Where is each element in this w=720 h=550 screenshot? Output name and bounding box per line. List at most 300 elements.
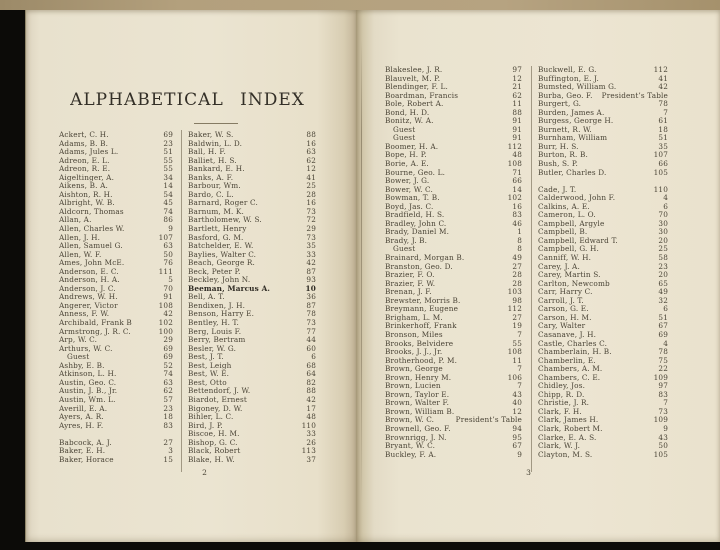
entry-page-ref: 12 bbox=[306, 164, 316, 174]
entry-page-ref: 16 bbox=[512, 201, 522, 211]
entry-page-ref: 110 bbox=[301, 420, 316, 430]
entry-page-ref: 102 bbox=[158, 318, 173, 328]
entry-name: Ayres, H. F. bbox=[59, 420, 104, 430]
entry-page-ref: 88 bbox=[306, 386, 316, 396]
entry-page-ref: 16 bbox=[306, 138, 316, 148]
index-entry bbox=[59, 422, 173, 431]
entry-name: Clark, Robert M. bbox=[538, 423, 603, 433]
entry-name: Basford, G. M. bbox=[188, 232, 244, 242]
entry-page-ref: 106 bbox=[507, 372, 522, 382]
entry-name: Carroll, J. T. bbox=[538, 295, 584, 305]
entry-page-ref: 69 bbox=[163, 343, 173, 353]
entry-name: Blauvelt, M. P. bbox=[385, 73, 441, 83]
entry-name: Brewster, Morris B. bbox=[385, 295, 461, 305]
entry-page-ref: 27 bbox=[512, 261, 522, 271]
entry-name: Barbour, Wm. bbox=[188, 181, 241, 191]
entry-page-ref: 23 bbox=[658, 261, 668, 271]
entry-page-ref: 27 bbox=[512, 312, 522, 322]
entry-page-ref: 110 bbox=[653, 184, 668, 194]
entry-page-ref: 7 bbox=[663, 398, 668, 408]
entry-page-ref: 6 bbox=[663, 201, 668, 211]
entry-page-ref: 29 bbox=[163, 335, 173, 345]
entry-name: Brooks, Belvidere bbox=[385, 338, 454, 348]
entry-name: Bird, J. P. bbox=[188, 420, 223, 430]
entry-page-ref: 67 bbox=[512, 441, 522, 451]
entry-name: Brownrigg, J. N. bbox=[385, 432, 447, 442]
entry-page-ref: 48 bbox=[512, 150, 522, 160]
entry-name: Chipp, R. D. bbox=[538, 389, 585, 399]
entry-name: Anderson, J. C. bbox=[59, 283, 116, 293]
entry-name: Campbell, Argyle bbox=[538, 218, 605, 228]
entry-page-ref: 7 bbox=[517, 364, 522, 374]
entry-name: Brown, Taylor E. bbox=[385, 389, 450, 399]
entry-page-ref: 48 bbox=[306, 412, 316, 422]
right-page-column-2 bbox=[538, 66, 668, 459]
entry-page-ref: 20 bbox=[658, 270, 668, 280]
entry-page-ref: 50 bbox=[163, 249, 173, 259]
entry-name: Ayers, A. R. bbox=[59, 412, 104, 422]
entry-name: Burgert, G. bbox=[538, 99, 582, 109]
entry-page-ref: 37 bbox=[306, 454, 316, 464]
entry-page-ref: 73 bbox=[306, 206, 316, 216]
entry-name: Burgess, George H. bbox=[538, 116, 614, 126]
entry-name: Bower, J. G. bbox=[385, 176, 430, 186]
entry-name: Canniff, W. H. bbox=[538, 253, 592, 263]
entry-page-ref: 112 bbox=[653, 65, 668, 74]
entry-page-ref: 112 bbox=[507, 141, 522, 151]
entry-page-ref: 9 bbox=[663, 423, 668, 433]
entry-name: Brown, W. C. bbox=[385, 415, 435, 425]
title-rule bbox=[194, 123, 238, 124]
right-page-column-1 bbox=[385, 66, 522, 459]
entry-name: Burnett, R. W. bbox=[538, 124, 592, 134]
entry-name: Black, Robert bbox=[188, 446, 241, 456]
entry-page-ref: 63 bbox=[163, 377, 173, 387]
entry-page-ref: 8 bbox=[517, 244, 522, 254]
entry-name: Carlton, Newcomb bbox=[538, 278, 610, 288]
entry-page-ref: 105 bbox=[653, 449, 668, 459]
entry-name: Averill, E. A. bbox=[59, 403, 108, 413]
entry-page-ref: President’s Table bbox=[455, 415, 522, 425]
entry-name: Brown, George bbox=[385, 364, 443, 374]
entry-page-ref: 25 bbox=[658, 244, 668, 254]
entry-name: Bell, A. T. bbox=[188, 292, 225, 302]
entry-name: Bope, H. P. bbox=[385, 150, 427, 160]
entry-name: Brown, Walter F. bbox=[385, 398, 450, 408]
entry-page-ref: 49 bbox=[512, 253, 522, 263]
entry-page-ref: 55 bbox=[163, 164, 173, 174]
entry-name: Brooks, J. J., Jr. bbox=[385, 347, 443, 357]
entry-page-ref: 23 bbox=[163, 403, 173, 413]
entry-page-ref: 18 bbox=[163, 412, 173, 422]
entry-page-ref: 4 bbox=[663, 193, 668, 203]
entry-page-ref: 27 bbox=[163, 437, 173, 447]
entry-name: Blakeslee, J. R. bbox=[385, 65, 443, 74]
entry-name: Albright, W. B. bbox=[59, 198, 115, 208]
entry-name: Breymann, Eugene bbox=[385, 304, 459, 314]
entry-page-ref: 111 bbox=[158, 266, 173, 276]
entry-page-ref: 68 bbox=[306, 360, 316, 370]
entry-page-ref: 97 bbox=[512, 65, 522, 74]
entry-name: Carey, J. A. bbox=[538, 261, 580, 271]
entry-name: Guest bbox=[67, 352, 90, 362]
entry-name: Brady, J. B. bbox=[385, 235, 428, 245]
entry-page-ref: 112 bbox=[507, 304, 522, 314]
entry-page-ref: 62 bbox=[163, 386, 173, 396]
entry-name: Brigham, L. M. bbox=[385, 312, 443, 322]
entry-name: Burton, R. B. bbox=[538, 150, 588, 160]
entry-name: Arthurs, W. C. bbox=[59, 343, 113, 353]
entry-name: Allen, Charles W. bbox=[59, 224, 125, 234]
entry-page-ref: 43 bbox=[658, 432, 668, 442]
entry-name: Guest bbox=[393, 124, 416, 134]
entry-page-ref: 23 bbox=[163, 138, 173, 148]
table-surface bbox=[0, 0, 720, 10]
entry-page-ref: 35 bbox=[658, 141, 668, 151]
entry-page-ref: 91 bbox=[512, 116, 522, 126]
left-page-column-1 bbox=[59, 131, 173, 464]
entry-page-ref: 42 bbox=[306, 258, 316, 268]
entry-page-ref: 55 bbox=[163, 155, 173, 165]
entry-name: Boomer, H. A. bbox=[385, 141, 439, 151]
entry-page-ref: 35 bbox=[306, 241, 316, 251]
entry-name: Buffington, E. J. bbox=[538, 73, 600, 83]
entry-page-ref: 73 bbox=[306, 318, 316, 328]
entry-name: Brazier, F. W. bbox=[385, 278, 436, 288]
entry-page-ref: 15 bbox=[163, 454, 173, 464]
entry-page-ref: 69 bbox=[658, 329, 668, 339]
entry-name: Adreon, E. L. bbox=[59, 155, 110, 165]
entry-page-ref: 30 bbox=[658, 227, 668, 237]
entry-page-ref: 97 bbox=[658, 381, 668, 391]
entry-page-ref: 77 bbox=[306, 326, 316, 336]
entry-page-ref: 78 bbox=[658, 347, 668, 357]
entry-name: Berg, Louis F. bbox=[188, 326, 242, 336]
entry-page-ref: 72 bbox=[306, 215, 316, 225]
entry-page-ref: 113 bbox=[301, 446, 316, 456]
entry-name: Bettendorf, J. W. bbox=[188, 386, 251, 396]
entry-name: Aigeltinger, A. bbox=[59, 172, 115, 182]
entry-name: Armstrong, J. R. C. bbox=[59, 326, 131, 336]
entry-name: Anness, F. W. bbox=[59, 309, 110, 319]
entry-name: Beach, George R. bbox=[188, 258, 256, 268]
entry-page-ref: 57 bbox=[163, 394, 173, 404]
entry-name: Allen, W. F. bbox=[59, 249, 102, 259]
entry-page-ref: 78 bbox=[658, 99, 668, 109]
entry-name: Bankard, E. H. bbox=[188, 164, 245, 174]
entry-name: Clayton, M. S. bbox=[538, 449, 593, 459]
entry-page-ref: 19 bbox=[512, 321, 522, 331]
entry-name: Buckley, F. A. bbox=[385, 449, 437, 459]
entry-page-ref: 93 bbox=[306, 275, 316, 285]
entry-page-ref: 51 bbox=[658, 312, 668, 322]
entry-name: Adreon, R. E. bbox=[59, 164, 111, 174]
entry-page-ref: 98 bbox=[512, 295, 522, 305]
entry-page-ref: 65 bbox=[658, 278, 668, 288]
entry-name: Brainard, Morgan B. bbox=[385, 253, 465, 263]
entry-page-ref: 42 bbox=[306, 394, 316, 404]
entry-name: Clark, James H. bbox=[538, 415, 599, 425]
entry-page-ref: 51 bbox=[658, 133, 668, 143]
entry-name: Brown, Henry M. bbox=[385, 372, 452, 382]
index-entry bbox=[538, 451, 668, 460]
entry-name: Austin, Geo. C. bbox=[59, 377, 117, 387]
entry-name: Bourne, Geo. L. bbox=[385, 167, 446, 177]
entry-page-ref: 82 bbox=[306, 377, 316, 387]
entry-page-ref: 63 bbox=[163, 241, 173, 251]
entry-name: Calderwood, John F. bbox=[538, 193, 616, 203]
entry-name: Allen, Samuel G. bbox=[59, 241, 123, 251]
entry-name: Baker, W. S. bbox=[188, 130, 234, 139]
entry-name: Andrews, W. H. bbox=[59, 292, 118, 302]
entry-name: Burden, James A. bbox=[538, 107, 605, 117]
index-entry bbox=[385, 451, 522, 460]
entry-name: Biscoe, H. M. bbox=[188, 429, 240, 439]
entry-name: Cameron, L. O. bbox=[538, 210, 596, 220]
entry-name: Anderson, E. C. bbox=[59, 266, 119, 276]
entry-name: Boyd, Jas. C. bbox=[385, 201, 434, 211]
entry-page-ref: 7 bbox=[517, 329, 522, 339]
entry-name: Brady, Daniel M. bbox=[385, 227, 450, 237]
entry-page-ref: 109 bbox=[653, 372, 668, 382]
entry-page-ref: 60 bbox=[306, 343, 316, 353]
entry-name: Bartholomew, W. S. bbox=[188, 215, 262, 225]
entry-page-ref: 107 bbox=[653, 150, 668, 160]
entry-page-ref: 28 bbox=[512, 270, 522, 280]
entry-name: Ball, H. F. bbox=[188, 147, 226, 157]
entry-page-ref: 10 bbox=[305, 283, 316, 293]
entry-name: Bowman, T. B. bbox=[385, 193, 440, 203]
entry-page-ref: 34 bbox=[163, 172, 173, 182]
entry-name: Bumsted, William G. bbox=[538, 82, 617, 92]
entry-name: Aldcorn, Thomas bbox=[59, 206, 124, 216]
entry-page-ref: 62 bbox=[306, 155, 316, 165]
entry-page-ref: 69 bbox=[163, 352, 173, 362]
entry-page-ref: 107 bbox=[158, 232, 173, 242]
entry-name: Bishop, G. C. bbox=[188, 437, 238, 447]
entry-name: Carson, G. E. bbox=[538, 304, 589, 314]
entry-page-ref: 63 bbox=[306, 147, 316, 157]
entry-page-ref: 41 bbox=[306, 172, 316, 182]
entry-name: Bower, W. C. bbox=[385, 184, 433, 194]
entry-name: Archibald, Frank B bbox=[59, 318, 132, 328]
entry-name: Bigoney, D. W. bbox=[188, 403, 243, 413]
entry-page-ref: 76 bbox=[163, 258, 173, 268]
entry-name: Campbell, G. H. bbox=[538, 244, 599, 254]
entry-page-ref: 87 bbox=[306, 266, 316, 276]
entry-page-ref: 70 bbox=[163, 283, 173, 293]
entry-name: Brotherhood, P. M. bbox=[385, 355, 458, 365]
entry-page-ref: 70 bbox=[658, 210, 668, 220]
entry-name: Austin, J. B., Jr. bbox=[59, 386, 118, 396]
entry-name: Angerer, Victor bbox=[59, 300, 118, 310]
entry-name: Bush, S. P. bbox=[538, 159, 578, 169]
entry-name: Campbell, Edward T. bbox=[538, 235, 618, 245]
entry-page-ref: 71 bbox=[512, 167, 522, 177]
page-number-left: 2 bbox=[202, 468, 207, 477]
entry-name: Brazier, F. O. bbox=[385, 270, 435, 280]
entry-name: Cary, Walter bbox=[538, 321, 586, 331]
entry-page-ref: 3 bbox=[168, 446, 173, 456]
entry-page-ref: 12 bbox=[512, 73, 522, 83]
entry-name: Bole, Robert A. bbox=[385, 99, 444, 109]
entry-page-ref: 67 bbox=[658, 321, 668, 331]
entry-name: Adams, Jules L. bbox=[59, 147, 119, 157]
entry-page-ref: 14 bbox=[512, 184, 522, 194]
entry-page-ref: President’s Table bbox=[601, 90, 668, 100]
entry-name: Brinkerhoff, Frank bbox=[385, 321, 457, 331]
entry-name: Clark, W. J. bbox=[538, 441, 581, 451]
entry-page-ref: 28 bbox=[512, 278, 522, 288]
entry-name: Ashby, E. B. bbox=[59, 360, 105, 370]
entry-name: Guest bbox=[393, 133, 416, 143]
column-divider-right-page bbox=[531, 66, 532, 472]
entry-name: Bihler, L. C. bbox=[188, 412, 234, 422]
entry-page-ref: 26 bbox=[306, 437, 316, 447]
entry-name: Babcock, A. J. bbox=[59, 437, 112, 447]
entry-name: Baldwin, L. D. bbox=[188, 138, 243, 148]
entry-name: Allan, A. bbox=[59, 215, 92, 225]
entry-page-ref: 42 bbox=[163, 309, 173, 319]
entry-name: Beeman, Marcus A. bbox=[188, 283, 271, 293]
entry-page-ref: 95 bbox=[512, 432, 522, 442]
entry-page-ref: 8 bbox=[517, 235, 522, 245]
entry-name: Barnum, M. K. bbox=[188, 206, 244, 216]
entry-page-ref: 20 bbox=[658, 235, 668, 245]
entry-page-ref: 33 bbox=[306, 429, 316, 439]
entry-name: Best, W. E. bbox=[188, 369, 230, 379]
entry-page-ref: 11 bbox=[512, 355, 522, 365]
entry-page-ref: 74 bbox=[163, 206, 173, 216]
right-page bbox=[356, 10, 720, 542]
entry-name: Carson, H. M. bbox=[538, 312, 592, 322]
entry-page-ref: 58 bbox=[658, 253, 668, 263]
entry-name: Baylies, Walter C. bbox=[188, 249, 257, 259]
entry-name: Benson, Harry E. bbox=[188, 309, 255, 319]
entry-name: Arp, W. C. bbox=[59, 335, 98, 345]
entry-page-ref: 41 bbox=[658, 73, 668, 83]
entry-page-ref: 28 bbox=[306, 189, 316, 199]
entry-name: Austin, Wm. L. bbox=[59, 394, 116, 404]
entry-page-ref: 91 bbox=[163, 292, 173, 302]
entry-page-ref: 29 bbox=[306, 224, 316, 234]
entry-page-ref: 45 bbox=[163, 198, 173, 208]
index-entry bbox=[188, 456, 316, 465]
entry-page-ref: 86 bbox=[163, 215, 173, 225]
entry-page-ref: 9 bbox=[517, 449, 522, 459]
entry-page-ref: 83 bbox=[163, 420, 173, 430]
page-number-right: 3 bbox=[526, 468, 531, 477]
entry-name: Casanave, J. H. bbox=[538, 329, 597, 339]
entry-name: Aikens, B. A. bbox=[59, 181, 108, 191]
entry-page-ref: 108 bbox=[158, 300, 173, 310]
entry-page-ref: 108 bbox=[507, 347, 522, 357]
entry-name: Borie, A. E. bbox=[385, 159, 429, 169]
entry-name: Banks, A. F. bbox=[188, 172, 234, 182]
entry-page-ref: 40 bbox=[512, 398, 522, 408]
entry-page-ref: 87 bbox=[306, 300, 316, 310]
entry-page-ref: 36 bbox=[306, 292, 316, 302]
entry-page-ref: 17 bbox=[306, 403, 316, 413]
entry-name: Burba, Geo. F. bbox=[538, 90, 593, 100]
entry-page-ref: 25 bbox=[306, 181, 316, 191]
entry-page-ref: 74 bbox=[163, 369, 173, 379]
entry-page-ref: 73 bbox=[658, 406, 668, 416]
entry-page-ref: 66 bbox=[512, 176, 522, 186]
entry-page-ref: 103 bbox=[507, 287, 522, 297]
entry-page-ref: 11 bbox=[512, 99, 522, 109]
entry-page-ref: 51 bbox=[163, 147, 173, 157]
index-entry bbox=[59, 456, 173, 465]
entry-name: Bradfield, H. S. bbox=[385, 210, 445, 220]
entry-page-ref: 75 bbox=[658, 355, 668, 365]
left-page bbox=[25, 10, 357, 542]
entry-page-ref: 42 bbox=[658, 82, 668, 92]
entry-page-ref: 22 bbox=[658, 364, 668, 374]
entry-page-ref: 66 bbox=[658, 159, 668, 169]
entry-page-ref: 7 bbox=[517, 381, 522, 391]
entry-name: Bendixen, J. H. bbox=[188, 300, 246, 310]
entry-name: Cade, J. T. bbox=[538, 184, 577, 194]
entry-name: Best, Otto bbox=[188, 377, 227, 387]
entry-page-ref: 4 bbox=[663, 338, 668, 348]
entry-name: Bronson, Miles bbox=[385, 329, 443, 339]
entry-page-ref: 83 bbox=[658, 389, 668, 399]
entry-page-ref: 62 bbox=[512, 90, 522, 100]
entry-name: Clark, F. H. bbox=[538, 406, 582, 416]
entry-name: Biardot, Ernest bbox=[188, 394, 247, 404]
entry-name: Christie, J. R. bbox=[538, 398, 590, 408]
entry-page-ref: 100 bbox=[158, 326, 173, 336]
entry-page-ref: 14 bbox=[163, 181, 173, 191]
entry-page-ref: 94 bbox=[512, 423, 522, 433]
entry-name: Baker, Horace bbox=[59, 454, 114, 464]
entry-name: Brownell, Geo. F. bbox=[385, 423, 451, 433]
entry-name: Campbell, B. bbox=[538, 227, 588, 237]
entry-name: Calkins, A. E. bbox=[538, 201, 590, 211]
entry-name: Adams, B. B. bbox=[59, 138, 109, 148]
entry-page-ref: 88 bbox=[306, 130, 316, 139]
entry-page-ref: 102 bbox=[507, 193, 522, 203]
entry-name: Ackert, C. H. bbox=[59, 130, 109, 139]
entry-name: Baker, E. H. bbox=[59, 446, 106, 456]
entry-name: Atkinson, L. H. bbox=[59, 369, 117, 379]
entry-page-ref: 91 bbox=[512, 133, 522, 143]
entry-page-ref: 55 bbox=[512, 338, 522, 348]
entry-name: Chamberlain, H. B. bbox=[538, 347, 612, 357]
entry-name: Carey, Martin S. bbox=[538, 270, 601, 280]
entry-page-ref: 12 bbox=[512, 406, 522, 416]
entry-page-ref: 33 bbox=[306, 249, 316, 259]
entry-page-ref: 1 bbox=[517, 227, 522, 237]
entry-page-ref: 30 bbox=[658, 218, 668, 228]
entry-name: Branston, Geo. D. bbox=[385, 261, 453, 271]
entry-name: Anderson, H. A. bbox=[59, 275, 120, 285]
entry-name: Aishton, R. H. bbox=[59, 189, 113, 199]
entry-name: Besler, W. G. bbox=[188, 343, 237, 353]
entry-page-ref: 109 bbox=[653, 415, 668, 425]
entry-name: Batchelder, E. W. bbox=[188, 241, 254, 251]
entry-page-ref: 9 bbox=[168, 224, 173, 234]
entry-page-ref: 73 bbox=[306, 232, 316, 242]
entry-page-ref: 46 bbox=[512, 218, 522, 228]
entry-page-ref: 69 bbox=[163, 130, 173, 139]
entry-name: Best, Leigh bbox=[188, 360, 232, 370]
index-title: ALPHABETICAL INDEX bbox=[70, 90, 305, 110]
entry-name: Bentley, H. T. bbox=[188, 318, 239, 328]
entry-page-ref: 16 bbox=[306, 198, 316, 208]
entry-name: Barnard, Roger C. bbox=[188, 198, 258, 208]
